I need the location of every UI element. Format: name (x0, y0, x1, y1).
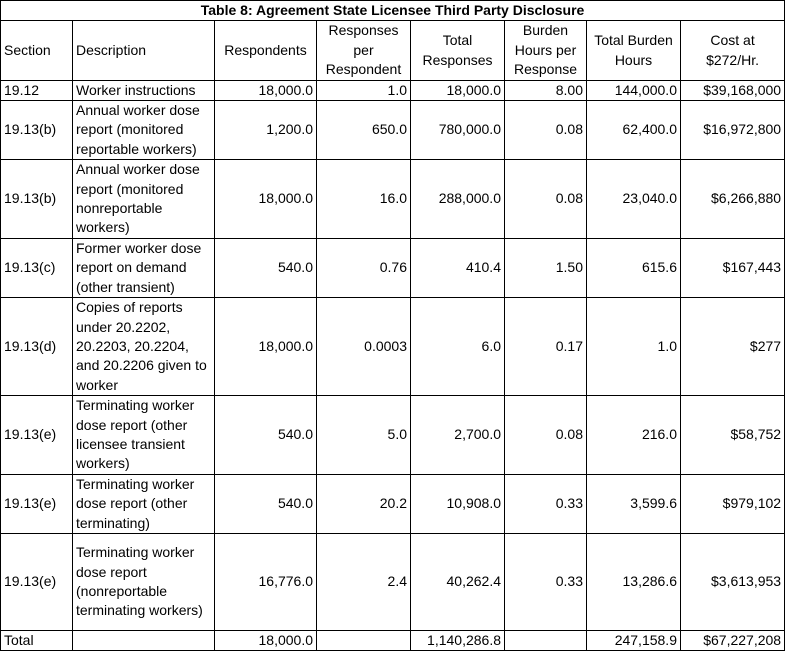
cell-total-responses: 2,700.0 (411, 396, 505, 475)
cell-description: Terminating worker dose report (other licensee transient workers) (73, 396, 215, 475)
cell-burden-hours-per-response: 1.50 (505, 238, 587, 297)
cell-responses-per-respondent: 0.0003 (317, 298, 411, 396)
cell-cost: $39,168,000 (681, 80, 785, 100)
table-header-row (1, 21, 785, 80)
header-description: Description (73, 21, 215, 80)
table-row (1, 101, 785, 160)
cell-total-burden-hours: 23,040.0 (587, 160, 681, 239)
cell-responses-per-respondent: 20.2 (317, 474, 411, 533)
cell-total-responses: 410.4 (411, 238, 505, 297)
cell-responses-per-respondent: 16.0 (317, 160, 411, 239)
cell-respondents: 18,000.0 (215, 298, 317, 396)
cell-description: Worker instructions (73, 80, 215, 100)
cell-respondents: 540.0 (215, 396, 317, 475)
cell-total-burden-hours: 144,000.0 (587, 80, 681, 100)
table-row (1, 533, 785, 630)
cell-total-responses: 780,000.0 (411, 101, 505, 160)
cell-total-burden-hours: 13,286.6 (587, 533, 681, 630)
cell-respondents: 540.0 (215, 474, 317, 533)
total-burden-hours-per-response (505, 630, 587, 650)
total-label: Total (1, 630, 73, 650)
cell-total-burden-hours: 216.0 (587, 396, 681, 475)
table-row (1, 80, 785, 100)
cell-respondents: 540.0 (215, 238, 317, 297)
table-row (1, 298, 785, 396)
cell-total-burden-hours: 615.6 (587, 238, 681, 297)
cell-total-responses: 10,908.0 (411, 474, 505, 533)
cell-total-responses: 6.0 (411, 298, 505, 396)
cell-section: 19.13(e) (1, 396, 73, 475)
cell-burden-hours-per-response: 8.00 (505, 80, 587, 100)
cell-cost: $6,266,880 (681, 160, 785, 239)
cell-section: 19.12 (1, 80, 73, 100)
header-respondents: Respondents (215, 21, 317, 80)
cell-cost: $277 (681, 298, 785, 396)
header-burden-hours-per-response: Burden Hours per Response (505, 21, 587, 80)
cell-responses-per-respondent: 2.4 (317, 533, 411, 630)
total-cost: $67,227,208 (681, 630, 785, 650)
cell-section: 19.13(c) (1, 238, 73, 297)
table-row (1, 160, 785, 239)
cell-section: 19.13(e) (1, 474, 73, 533)
total-total-burden-hours: 247,158.9 (587, 630, 681, 650)
table-row (1, 396, 785, 475)
cell-total-burden-hours: 3,599.6 (587, 474, 681, 533)
cell-description: Copies of reports under 20.2202, 20.2203, 20.2204, and 20.2206 given to worker (73, 298, 215, 396)
cell-burden-hours-per-response: 0.33 (505, 533, 587, 630)
cell-cost: $979,102 (681, 474, 785, 533)
cell-cost: $3,613,953 (681, 533, 785, 630)
cell-burden-hours-per-response: 0.08 (505, 101, 587, 160)
table-title: Table 8: Agreement State Licensee Third Party Disclosure (1, 1, 785, 21)
cell-respondents: 18,000.0 (215, 80, 317, 100)
cell-cost: $167,443 (681, 238, 785, 297)
cell-section: 19.13(b) (1, 101, 73, 160)
cell-total-responses: 40,262.4 (411, 533, 505, 630)
cell-description: Terminating worker dose report (nonreportable terminating workers) (73, 533, 215, 630)
cell-respondents: 1,200.0 (215, 101, 317, 160)
table-title-row (1, 1, 785, 21)
cell-description: Annual worker dose report (monitored reportable workers) (73, 101, 215, 160)
cell-burden-hours-per-response: 0.08 (505, 160, 587, 239)
total-total-responses: 1,140,286.8 (411, 630, 505, 650)
cell-section: 19.13(d) (1, 298, 73, 396)
header-total-burden-hours: Total Burden Hours (587, 21, 681, 80)
cell-respondents: 16,776.0 (215, 533, 317, 630)
header-section: Section (1, 21, 73, 80)
cell-burden-hours-per-response: 0.33 (505, 474, 587, 533)
cell-responses-per-respondent: 5.0 (317, 396, 411, 475)
cell-respondents: 18,000.0 (215, 160, 317, 239)
total-description (73, 630, 215, 650)
header-cost: Cost at $272/Hr. (681, 21, 785, 80)
cell-responses-per-respondent: 650.0 (317, 101, 411, 160)
table-row (1, 238, 785, 297)
total-responses-per-respondent (317, 630, 411, 650)
cell-description: Former worker dose report on demand (other transient) (73, 238, 215, 297)
cell-total-burden-hours: 1.0 (587, 298, 681, 396)
cell-responses-per-respondent: 1.0 (317, 80, 411, 100)
cell-total-burden-hours: 62,400.0 (587, 101, 681, 160)
cell-responses-per-respondent: 0.76 (317, 238, 411, 297)
cell-section: 19.13(b) (1, 160, 73, 239)
table-total-row (1, 630, 785, 650)
total-respondents: 18,000.0 (215, 630, 317, 650)
header-responses-per-respondent: Responses per Respondent (317, 21, 411, 80)
cell-cost: $58,752 (681, 396, 785, 475)
cell-section: 19.13(e) (1, 533, 73, 630)
cell-burden-hours-per-response: 0.17 (505, 298, 587, 396)
cell-total-responses: 288,000.0 (411, 160, 505, 239)
table-row (1, 474, 785, 533)
header-total-responses: Total Responses (411, 21, 505, 80)
cell-cost: $16,972,800 (681, 101, 785, 160)
cell-burden-hours-per-response: 0.08 (505, 396, 587, 475)
cell-description: Terminating worker dose report (other terminating) (73, 474, 215, 533)
cell-total-responses: 18,000.0 (411, 80, 505, 100)
cell-description: Annual worker dose report (monitored nonreportable workers) (73, 160, 215, 239)
